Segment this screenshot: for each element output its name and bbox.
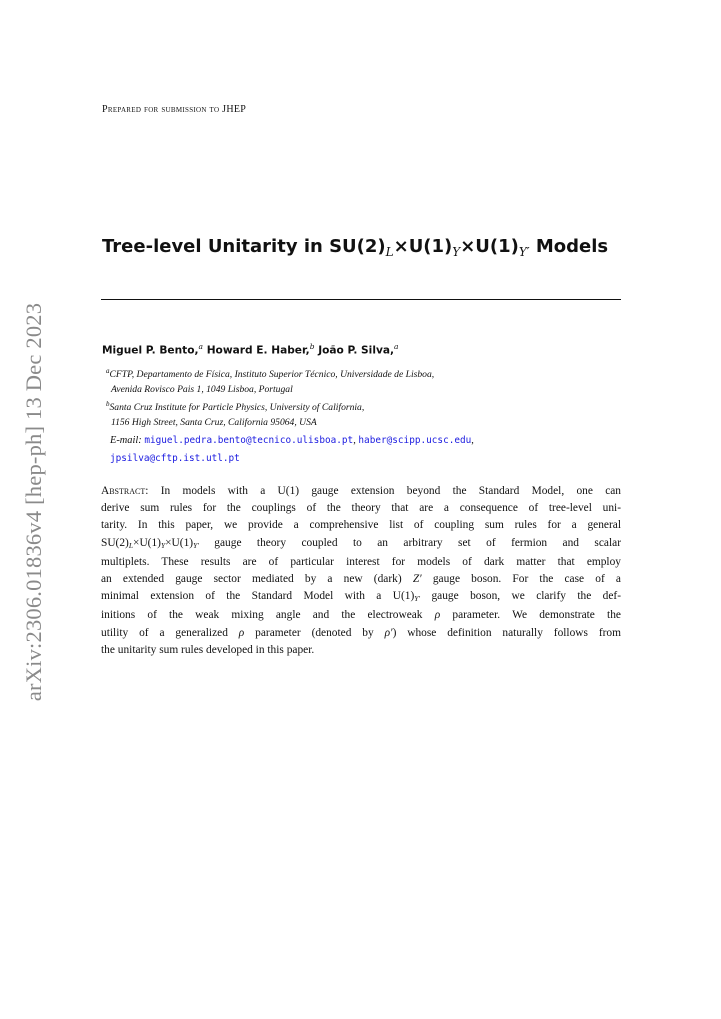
email-link[interactable]: jpsilva@cftp.ist.utl.pt [110,452,240,464]
paper-title: Tree-level Unitarity in $SU(2)_L\times U(1)_Y\times U(1)_{Y'}$ Models [102,236,609,259]
affiliation-a: $^a$CFTP, Departamento de Física, Instituto Superior Técnico, Universidade de Lisboa, Avenida Rovisco Pais 1, 1049 Lisboa, Portugal [106,367,435,396]
email-label: E-mail: [110,435,142,446]
email-block: E-mail: miguel.pedra.bento@tecnico.ulisboa.pt, haber@scipp.ucsc.edu, jpsilva@cftp.ist.utl.pt [110,435,474,464]
author-name: Miguel P. Bento, [102,344,199,357]
author-name: Howard E. Haber, [203,344,310,357]
arxiv-identifier-text: arXiv:2306.01836v4 [hep-ph] 13 Dec 2023 [21,302,46,702]
email-link[interactable]: miguel.pedra.bento@tecnico.ulisboa.pt [144,435,354,446]
abstract: Abstract: In models with a U(1) gauge extension beyond the Standard Model, one can derive sum rules for the couplings of the theory that are a consequence of tree-level uni- tarity. In this paper, we provide a comprehensive list of coupling sum rules for a general $SU(2)_L\times U(1)_Y\times U(1)_{Y'}$ gauge theory coupled to an arbitrary set of fermion and scalar multiplets. These results are of particular interest for models of dark matter that employ an extended gauge sector mediated by a new (dark) Z′ gauge boson. For the case of a minimal extension of the Standard Model with a $U(1)_{Y'}$ gauge boson, we clarify the def- initions of the weak mixing angle and the electroweak ρ parameter. We demonstrate the utility of a generalized ρ parameter (denoted by ρ′) whose definition naturally follows from the unitarity sum rules developed in this paper. [101,485,621,656]
abstract-heading: Abstract: [101,485,149,497]
arxiv-identifier-stamp [17,302,51,702]
author-name: João P. Silva, [314,344,395,357]
author-list: Miguel P. Bento,$^a$ Howard E. Haber,$^b$ João P. Silva,$^a$ [102,342,399,357]
email-link[interactable]: haber@scipp.ucsc.edu [358,435,472,446]
title-divider [101,299,621,300]
prepared-for-note: Prepared for submission to JHEP [102,104,247,115]
affiliation-b: $^b$Santa Cruz Institute for Particle Physics, University of California, 1156 High Street, Santa Cruz, California 95064, USA [106,400,365,429]
